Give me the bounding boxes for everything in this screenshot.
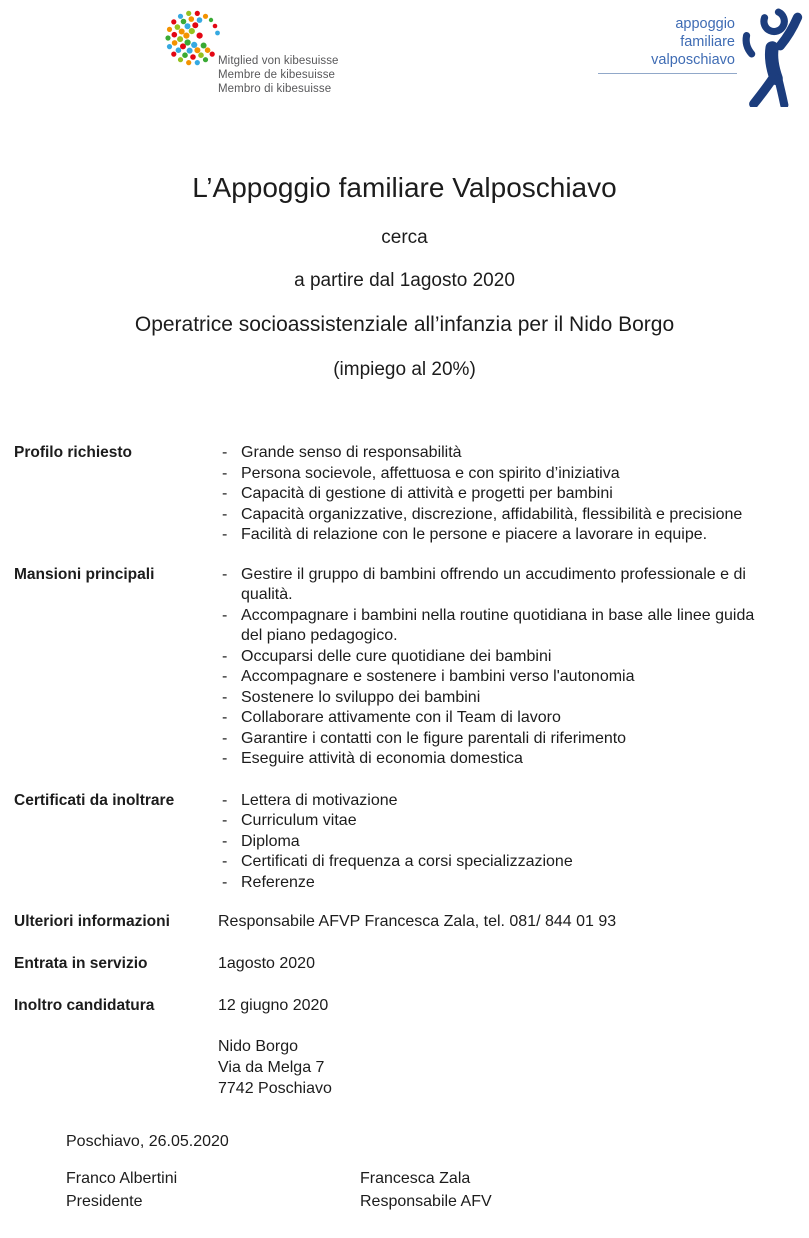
bullet-text: Capacità organizzative, discrezione, affidabilità, flessibilità e precisione bbox=[241, 505, 743, 523]
signer-name: Francesca Zala bbox=[360, 1170, 471, 1187]
bullet-item bbox=[218, 464, 766, 485]
signer-role: Presidente bbox=[66, 1193, 143, 1210]
bullet-item bbox=[218, 647, 766, 668]
bullet-dash bbox=[218, 729, 241, 750]
bullet-item bbox=[218, 484, 766, 505]
section-certificati bbox=[14, 791, 795, 894]
signature-left bbox=[66, 1167, 360, 1213]
person-figure-icon bbox=[733, 5, 803, 112]
bullet-text: Garantire i contatti con le figure parentali di riferimento bbox=[241, 729, 627, 747]
certificati-bullet-list bbox=[218, 791, 766, 894]
bullet-text: Accompagnare e sostenere i bambini verso l'autonomia bbox=[241, 668, 635, 685]
section-value: 12 giugno 2020 bbox=[218, 997, 329, 1014]
bullet-dash bbox=[218, 811, 241, 832]
afv-word-2: familiare bbox=[680, 34, 735, 50]
bullet-text: Capacità di gestione di attività e progetti per bambini bbox=[241, 485, 613, 502]
bullet-item bbox=[218, 729, 766, 750]
kibesuisse-dotted-globe-icon bbox=[164, 7, 224, 74]
bullet-dash bbox=[218, 647, 241, 668]
kibesuisse-line-de: Mitglied von kibesuisse bbox=[218, 55, 339, 67]
bullet-dash bbox=[218, 832, 241, 853]
bullet-item bbox=[218, 688, 766, 709]
bullet-dash bbox=[218, 791, 241, 812]
mansioni-bullet-list bbox=[218, 565, 766, 770]
bullet-item bbox=[218, 525, 766, 546]
bullet-item bbox=[218, 505, 766, 526]
bullet-text: Lettera di motivazione bbox=[241, 791, 398, 809]
bullet-dash bbox=[218, 525, 241, 546]
section-mansioni-principali bbox=[14, 565, 795, 770]
section-label: Profilo richiesto bbox=[14, 444, 132, 461]
section-label: Inoltro candidatura bbox=[14, 997, 155, 1014]
section-value: Responsabile AFVP Francesca Zala, tel. 081/ 844 01 93 bbox=[218, 913, 617, 930]
bullet-text: Facilità di relazione con le persone e piacere a lavorare in equipe. bbox=[241, 526, 708, 543]
bullet-item bbox=[218, 443, 766, 464]
bullet-text: Gestire il gruppo di bambini offrendo un accudimento professionale e di qualità. bbox=[241, 565, 746, 603]
document-title: L’Appoggio familiare Valposchiavo bbox=[192, 172, 617, 203]
section-label: Certificati da inoltrare bbox=[14, 791, 175, 809]
afv-word-1: appoggio bbox=[675, 16, 735, 32]
bullet-text: Eseguire attività di economia domestica bbox=[241, 750, 523, 767]
kibesuisse-membership-text bbox=[218, 54, 339, 96]
document-body bbox=[14, 443, 795, 1213]
section-label: Ulteriori informazioni bbox=[14, 913, 170, 930]
bullet-item bbox=[218, 832, 766, 853]
bullet-dash bbox=[218, 606, 241, 647]
section-inoltro-candidatura bbox=[14, 996, 795, 1017]
bullet-dash bbox=[218, 852, 241, 873]
kibesuisse-line-it: Membro di kibesuisse bbox=[218, 83, 332, 95]
address-line-city: 7742 Poschiavo bbox=[218, 1079, 332, 1097]
bullet-text: Occuparsi delle cure quotidiane dei bambini bbox=[241, 647, 552, 665]
bullet-item bbox=[218, 873, 766, 894]
title-line-start-date: a partire dal 1agosto 2020 bbox=[294, 270, 515, 291]
bullet-item bbox=[218, 791, 766, 812]
bullet-dash bbox=[218, 505, 241, 526]
bullet-dash bbox=[218, 484, 241, 505]
bullet-text: Persona socievole, affettuosa e con spirito d’iniziativa bbox=[241, 464, 620, 482]
section-label: Entrata in servizio bbox=[14, 955, 148, 972]
bullet-text: Certificati di frequenza a corsi specializzazione bbox=[241, 853, 573, 870]
bullet-item bbox=[218, 606, 766, 647]
section-label: Mansioni principali bbox=[14, 565, 155, 583]
bullet-text: Sostenere lo sviluppo dei bambini bbox=[241, 688, 481, 706]
title-line-workload: (impiego al 20%) bbox=[333, 359, 476, 380]
kibesuisse-line-fr: Membre de kibesuisse bbox=[218, 69, 336, 81]
bullet-dash bbox=[218, 667, 241, 688]
section-profilo-richiesto bbox=[14, 443, 795, 546]
bullet-text: Curriculum vitae bbox=[241, 812, 357, 829]
bullet-text: Diploma bbox=[241, 832, 300, 850]
signer-role: Responsabile AFV bbox=[360, 1193, 492, 1210]
place-date-line: Poschiavo, 26.05.2020 bbox=[66, 1132, 229, 1150]
afv-horizontal-rule bbox=[598, 73, 737, 74]
bullet-item bbox=[218, 811, 766, 832]
address-line-street: Via da Melga 7 bbox=[218, 1058, 325, 1076]
bullet-item bbox=[218, 565, 766, 606]
section-ulteriori-informazioni bbox=[14, 912, 795, 933]
bullet-dash bbox=[218, 464, 241, 485]
address-block bbox=[218, 1036, 795, 1099]
signer-name: Franco Albertini bbox=[66, 1170, 178, 1187]
bullet-dash bbox=[218, 688, 241, 709]
bullet-item bbox=[218, 749, 766, 770]
signature-right bbox=[360, 1167, 492, 1213]
section-entrata-in-servizio bbox=[14, 954, 795, 975]
signature-block bbox=[66, 1167, 795, 1213]
bullet-text: Accompagnare i bambini nella routine quotidiana in base alle linee guida del piano pedagogico. bbox=[241, 606, 755, 644]
section-value: 1agosto 2020 bbox=[218, 955, 315, 972]
bullet-item bbox=[218, 852, 766, 873]
profilo-bullet-list bbox=[218, 443, 766, 546]
afv-word-3: valposchiavo bbox=[651, 52, 735, 68]
title-line-position: Operatrice socioassistenziale all’infanzia per il Nido Borgo bbox=[134, 313, 675, 336]
bullet-dash bbox=[218, 708, 241, 729]
bullet-text: Grande senso di responsabilità bbox=[241, 444, 462, 461]
bullet-text: Collaborare attivamente con il Team di lavoro bbox=[241, 709, 561, 726]
bullet-dash bbox=[218, 443, 241, 464]
bullet-dash bbox=[218, 873, 241, 894]
bullet-item bbox=[218, 708, 766, 729]
bullet-dash bbox=[218, 749, 241, 770]
bullet-item bbox=[218, 667, 766, 688]
title-line-cerca: cerca bbox=[381, 227, 428, 248]
address-line-name: Nido Borgo bbox=[218, 1037, 299, 1055]
afv-wordmark bbox=[651, 15, 735, 69]
bullet-dash bbox=[218, 565, 241, 606]
bullet-text: Referenze bbox=[241, 873, 315, 891]
